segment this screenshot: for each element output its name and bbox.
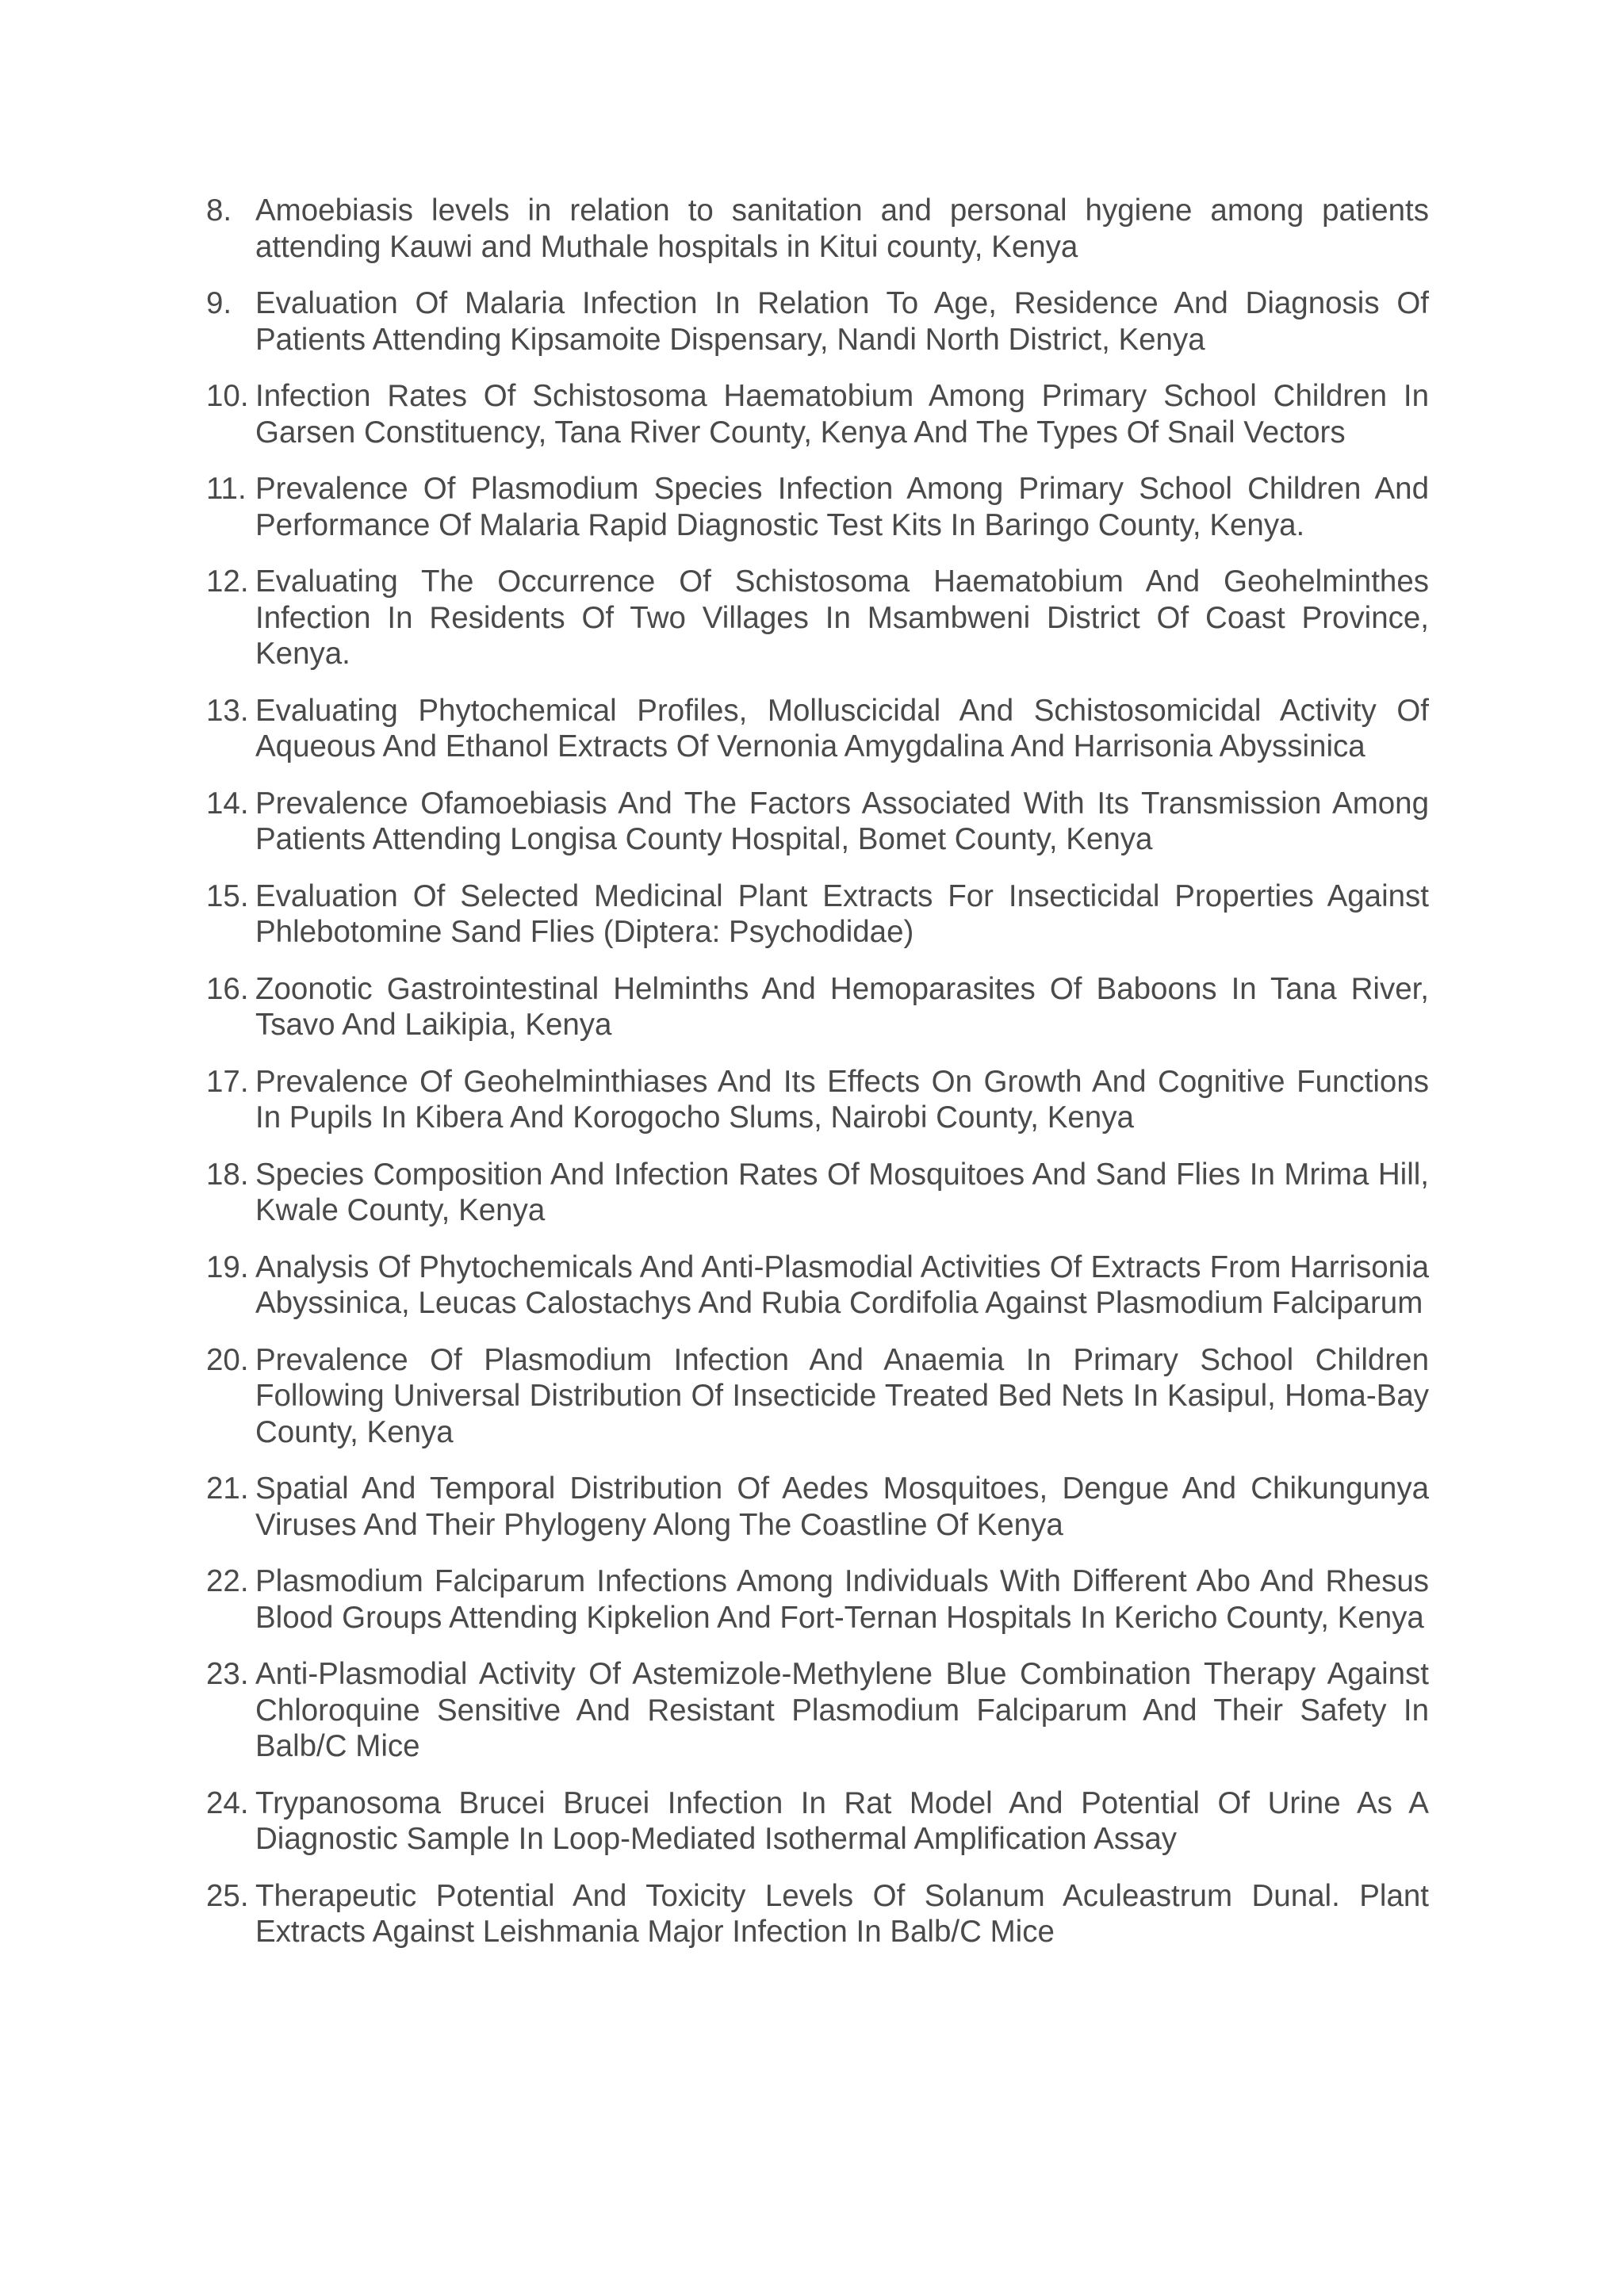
- list-item: [206, 1064, 1429, 1136]
- list-item: [206, 693, 1429, 765]
- list-item: [206, 1656, 1429, 1765]
- list-item-number: 15.: [206, 878, 249, 913]
- list-item-title: Prevalence Of Plasmodium Species Infection Among Primary School Children And Performance Of Malaria Rapid Diagnostic Test Kits In Baringo County, Kenya.: [255, 472, 1429, 542]
- list-item-title: Plasmodium Falciparum Infections Among Individuals With Different Abo And Rhesus Blood Groups Attending Kipkelion And Fort-Ternan Hospitals In Kericho County, Kenya: [255, 1564, 1429, 1635]
- list-item: [206, 378, 1429, 450]
- list-item-number: 21.: [206, 1471, 249, 1506]
- list-item-number: 18.: [206, 1157, 249, 1192]
- list-item-number: 20.: [206, 1342, 249, 1377]
- list-item: [206, 1471, 1429, 1543]
- list-item-title: Prevalence Of Geohelminthiases And Its Effects On Growth And Cognitive Functions In Pupils In Kibera And Korogocho Slums, Nairobi County, Kenya: [255, 1064, 1429, 1135]
- list-item: [206, 1157, 1429, 1229]
- list-item: [206, 786, 1429, 858]
- list-item: [206, 1249, 1429, 1322]
- list-item-title: Zoonotic Gastrointestinal Helminths And Hemoparasites Of Baboons In Tana River, Tsavo And Laikipia, Kenya: [255, 971, 1429, 1042]
- list-item-title: Infection Rates Of Schistosoma Haematobium Among Primary School Children In Garsen Constituency, Tana River County, Kenya And The Types Of Snail Vectors: [255, 379, 1429, 450]
- list-item: [206, 878, 1429, 951]
- list-item-number: 10.: [206, 379, 249, 413]
- list-item: [206, 1342, 1429, 1451]
- list-item-number: 17.: [206, 1064, 249, 1099]
- list-item-title: Therapeutic Potential And Toxicity Levels Of Solanum Aculeastrum Dunal. Plant Extracts Against Leishmania Major Infection In Balb/C Mice: [255, 1878, 1429, 1949]
- list-item-title: Spatial And Temporal Distribution Of Aedes Mosquitoes, Dengue And Chikungunya Viruses And Their Phylogeny Along The Coastline Of Kenya: [255, 1471, 1429, 1542]
- thesis-title-list: [206, 193, 1429, 1971]
- list-item-title: Amoebiasis levels in relation to sanitation and personal hygiene among patients attending Kauwi and Muthale hospitals in Kitui county, Kenya: [255, 193, 1429, 264]
- list-item: [206, 471, 1429, 543]
- list-item-number: 14.: [206, 786, 249, 821]
- list-item-number: 8.: [206, 193, 232, 228]
- list-item-title: Prevalence Ofamoebiasis And The Factors Associated With Its Transmission Among Patients Attending Longisa County Hospital, Bomet County, Kenya: [255, 786, 1429, 856]
- list-item: [206, 564, 1429, 672]
- list-item-title: Species Composition And Infection Rates Of Mosquitoes And Sand Flies In Mrima Hill, Kwale County, Kenya: [255, 1157, 1429, 1227]
- list-item-title: Evaluating Phytochemical Profiles, Molluscicidal And Schistosomicidal Activity Of Aqueous And Ethanol Extracts Of Vernonia Amygdalina And Harrisonia Abyssinica: [255, 693, 1429, 763]
- list-item-title: Trypanosoma Brucei Brucei Infection In Rat Model And Potential Of Urine As A Diagnostic Sample In Loop-Mediated Isothermal Amplification Assay: [255, 1785, 1429, 1856]
- list-item-number: 12.: [206, 564, 249, 599]
- list-item-number: 11.: [206, 472, 247, 506]
- list-item-number: 9.: [206, 286, 232, 320]
- list-item-title: Analysis Of Phytochemicals And Anti-Plasmodial Activities Of Extracts From Harrisonia Abyssinica, Leucas Calostachys And Rubia Cordifolia Against Plasmodium Falciparum: [255, 1249, 1429, 1320]
- list-item: [206, 1785, 1429, 1858]
- list-item-number: 13.: [206, 693, 249, 728]
- list-item: [206, 285, 1429, 358]
- list-item-title: Evaluating The Occurrence Of Schistosoma Haematobium And Geohelminthes Infection In Residents Of Two Villages In Msambweni District Of Coast Province, Kenya.: [255, 564, 1429, 671]
- list-item-number: 19.: [206, 1249, 249, 1284]
- list-item-title: Evaluation Of Malaria Infection In Relation To Age, Residence And Diagnosis Of Patients Attending Kipsamoite Dispensary, Nandi North District, Kenya: [255, 286, 1429, 357]
- list-item-number: 23.: [206, 1657, 249, 1691]
- list-item-title: Prevalence Of Plasmodium Infection And Anaemia In Primary School Children Following Universal Distribution Of Insecticide Treated Bed Nets In Kasipul, Homa-Bay County, Kenya: [255, 1342, 1429, 1449]
- list-item: [206, 1878, 1429, 1950]
- list-item-number: 22.: [206, 1564, 249, 1598]
- list-item-number: 25.: [206, 1878, 249, 1913]
- list-item-title: Evaluation Of Selected Medicinal Plant Extracts For Insecticidal Properties Against Phlebotomine Sand Flies (Diptera: Psychodidae): [255, 878, 1429, 949]
- list-item-number: 16.: [206, 971, 249, 1006]
- list-item-number: 24.: [206, 1785, 249, 1820]
- list-item: [206, 971, 1429, 1043]
- list-item: [206, 1563, 1429, 1636]
- list-item-title: Anti-Plasmodial Activity Of Astemizole-Methylene Blue Combination Therapy Against Chloroquine Sensitive And Resistant Plasmodium Falciparum And Their Safety In Balb/C Mice: [255, 1657, 1429, 1763]
- list-item: [206, 193, 1429, 265]
